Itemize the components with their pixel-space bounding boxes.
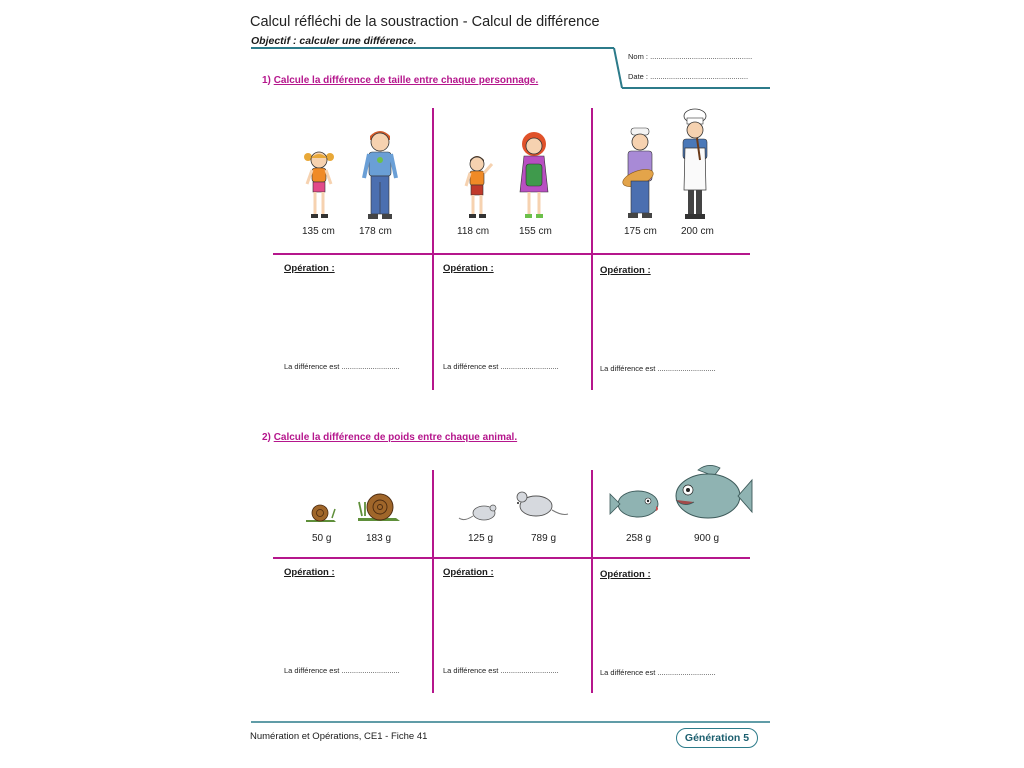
s2-c2-difference[interactable]: La différence est ............................ xyxy=(443,666,559,675)
section2-number: 2) xyxy=(262,432,271,443)
footer-reference: Numération et Opérations, CE1 - Fiche 41 xyxy=(250,731,428,742)
small-mouse-icon xyxy=(458,500,502,524)
s1-c3-value-b: 200 cm xyxy=(681,226,714,237)
big-fish-icon xyxy=(668,462,754,526)
section1-title-text: Calcule la différence de taille entre chaque personnage. xyxy=(273,75,539,86)
s2-c2-value-b: 789 g xyxy=(531,533,557,544)
s1-c3-value-a: 175 cm xyxy=(624,226,657,237)
s2-c3-value-a: 258 g xyxy=(626,533,652,544)
date-field[interactable]: Date : ............................................... xyxy=(628,72,749,81)
s2-c1-operation-label: Opération : xyxy=(284,567,335,578)
page-title: Calcul réfléchi de la soustraction - Calcul de différence xyxy=(250,14,600,30)
s2-c1-value-b: 183 g xyxy=(366,533,392,544)
s1-c1-value-b: 178 cm xyxy=(359,226,392,237)
s1-c1-value-a: 135 cm xyxy=(302,226,335,237)
s2-c2-operation-label: Opération : xyxy=(443,567,494,578)
s2-c3-operation-label: Opération : xyxy=(600,569,651,580)
s2-c2-value-a: 125 g xyxy=(468,533,494,544)
small-snail-icon xyxy=(304,500,338,524)
s1-c2-operation-label: Opération : xyxy=(443,263,494,274)
s1-c2-difference[interactable]: La différence est ............................ xyxy=(443,362,559,371)
s2-c3-difference[interactable]: La différence est ............................ xyxy=(600,668,716,677)
small-fish-icon xyxy=(608,484,664,524)
s2-c1-value-a: 50 g xyxy=(312,533,332,544)
generation-badge: Génération 5 xyxy=(676,728,758,748)
section1-number: 1) xyxy=(262,75,271,86)
s2-c1-difference[interactable]: La différence est ............................ xyxy=(284,666,400,675)
s1-c1-operation-label: Opération : xyxy=(284,263,335,274)
s1-c1-difference[interactable]: La différence est ............................ xyxy=(284,362,400,371)
name-field[interactable]: Nom : ................................................. xyxy=(628,52,753,61)
objective: Objectif : calculer une différence. xyxy=(251,35,417,47)
s1-c3-difference[interactable]: La différence est ............................ xyxy=(600,364,716,373)
s1-c2-value-b: 155 cm xyxy=(519,226,552,237)
big-snail-icon xyxy=(356,490,402,524)
section2-title-text: Calcule la différence de poids entre chaque animal. xyxy=(273,432,518,443)
s1-c3-operation-label: Opération : xyxy=(600,265,651,276)
s2-c3-value-b: 900 g xyxy=(694,533,720,544)
big-mouse-icon xyxy=(512,488,570,524)
s1-c2-value-a: 118 cm xyxy=(457,226,490,237)
